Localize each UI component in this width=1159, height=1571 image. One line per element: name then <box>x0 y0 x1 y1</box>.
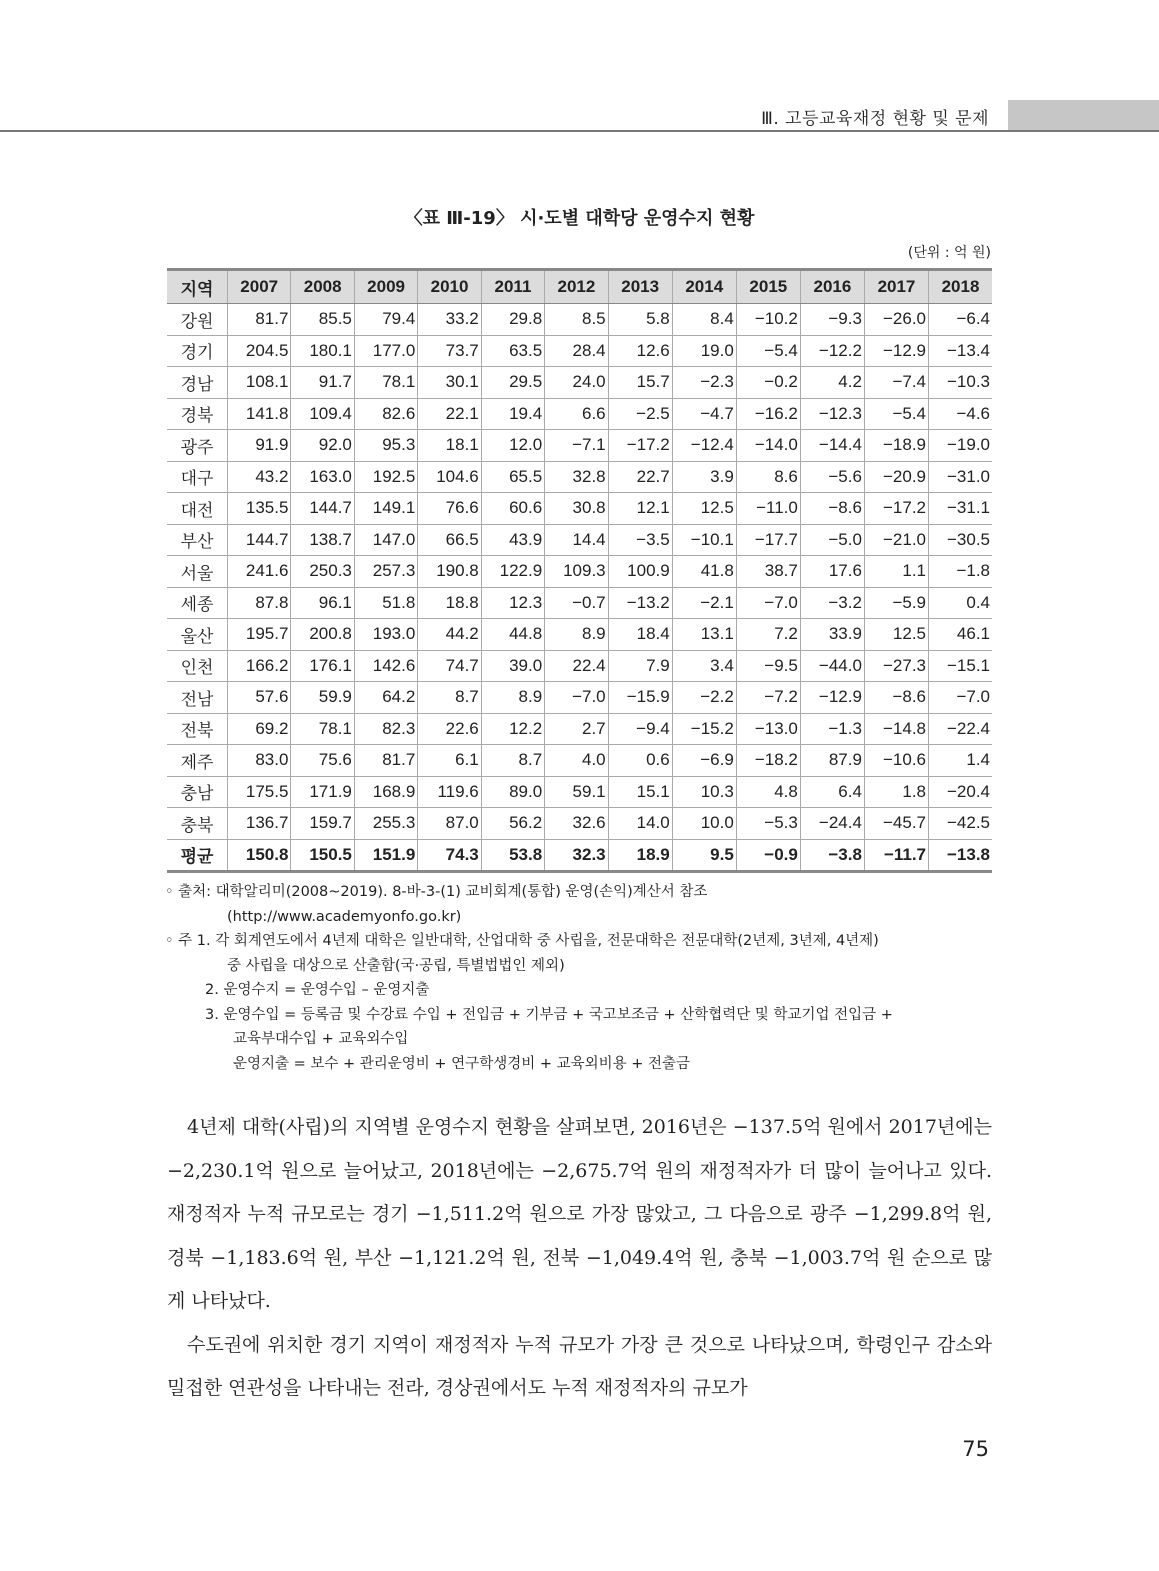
value-cell: 4.8 <box>736 776 800 808</box>
value-cell: −10.1 <box>672 524 736 556</box>
value-cell: 73.7 <box>418 335 481 367</box>
column-header: 2009 <box>354 270 417 304</box>
value-cell: 53.8 <box>481 839 544 872</box>
region-cell: 광주 <box>167 430 228 462</box>
value-cell: 78.1 <box>291 713 354 745</box>
value-cell: 22.6 <box>418 713 481 745</box>
value-cell: 147.0 <box>354 524 417 556</box>
value-cell: −3.8 <box>800 839 864 872</box>
value-cell: 166.2 <box>228 650 291 682</box>
column-header: 2013 <box>608 270 672 304</box>
value-cell: −27.3 <box>864 650 928 682</box>
column-header: 2014 <box>672 270 736 304</box>
value-cell: 46.1 <box>929 619 992 651</box>
operating-balance-table <box>167 268 992 873</box>
value-cell: −45.7 <box>864 808 928 840</box>
value-cell: 43.2 <box>228 461 291 493</box>
value-cell: 22.7 <box>608 461 672 493</box>
value-cell: −5.6 <box>800 461 864 493</box>
value-cell: 6.1 <box>418 745 481 777</box>
value-cell: 142.6 <box>354 650 417 682</box>
value-cell: 60.6 <box>481 493 544 525</box>
value-cell: 82.3 <box>354 713 417 745</box>
value-cell: −5.4 <box>736 335 800 367</box>
table-notes <box>165 880 995 1076</box>
value-cell: 81.7 <box>354 745 417 777</box>
value-cell: 30.8 <box>545 493 608 525</box>
value-cell: 44.8 <box>481 619 544 651</box>
value-cell: −3.5 <box>608 524 672 556</box>
value-cell: −13.4 <box>929 335 992 367</box>
note-3-expense: 운영지출 = 보수 + 관리운영비 + 연구학생경비 + 교육외비용 + 전출금 <box>233 1055 691 1072</box>
value-cell: 32.6 <box>545 808 608 840</box>
chapter-header: Ⅲ. 고등교육재정 현황 및 문제 <box>761 109 989 129</box>
value-cell: 38.7 <box>736 556 800 588</box>
column-header: 2018 <box>929 270 992 304</box>
value-cell: −17.2 <box>608 430 672 462</box>
note-1-cont: 중 사립을 대상으로 산출함(국·공립, 특별법법인 제외) <box>227 957 565 974</box>
table-row <box>167 650 992 682</box>
value-cell: 22.4 <box>545 650 608 682</box>
value-cell: 8.9 <box>545 619 608 651</box>
value-cell: 168.9 <box>354 776 417 808</box>
value-cell: 163.0 <box>291 461 354 493</box>
value-cell: −4.7 <box>672 398 736 430</box>
value-cell: 108.1 <box>228 367 291 399</box>
value-cell: −31.0 <box>929 461 992 493</box>
value-cell: 3.9 <box>672 461 736 493</box>
value-cell: −9.3 <box>800 304 864 336</box>
value-cell: 12.6 <box>608 335 672 367</box>
value-cell: 18.1 <box>418 430 481 462</box>
value-cell: 3.4 <box>672 650 736 682</box>
value-cell: −8.6 <box>800 493 864 525</box>
value-cell: −9.5 <box>736 650 800 682</box>
table-row <box>167 367 992 399</box>
value-cell: 119.6 <box>418 776 481 808</box>
value-cell: 39.0 <box>481 650 544 682</box>
value-cell: 92.0 <box>291 430 354 462</box>
value-cell: 63.5 <box>481 335 544 367</box>
value-cell: 29.8 <box>481 304 544 336</box>
value-cell: 75.6 <box>291 745 354 777</box>
value-cell: 1.8 <box>864 776 928 808</box>
value-cell: −8.6 <box>864 682 928 714</box>
value-cell: 96.1 <box>291 587 354 619</box>
value-cell: 8.5 <box>545 304 608 336</box>
column-header: 2010 <box>418 270 481 304</box>
average-row <box>167 839 992 872</box>
value-cell: −16.2 <box>736 398 800 430</box>
value-cell: −9.4 <box>608 713 672 745</box>
value-cell: 109.3 <box>545 556 608 588</box>
value-cell: −7.4 <box>864 367 928 399</box>
value-cell: 28.4 <box>545 335 608 367</box>
header-divider <box>0 130 1159 132</box>
value-cell: −2.3 <box>672 367 736 399</box>
value-cell: 12.2 <box>481 713 544 745</box>
value-cell: 175.5 <box>228 776 291 808</box>
value-cell: 4.2 <box>800 367 864 399</box>
value-cell: 0.6 <box>608 745 672 777</box>
value-cell: 8.7 <box>481 745 544 777</box>
value-cell: 8.6 <box>736 461 800 493</box>
value-cell: 14.4 <box>545 524 608 556</box>
note-source: ◦ 출처: 대학알리미(2008~2019). 8-바-3-(1) 교비회계(통합) 운영(손익)계산서 참조 <box>165 884 708 900</box>
value-cell: −10.6 <box>864 745 928 777</box>
region-cell: 전북 <box>167 713 228 745</box>
value-cell: −14.0 <box>736 430 800 462</box>
value-cell: 18.8 <box>418 587 481 619</box>
value-cell: 87.0 <box>418 808 481 840</box>
table-row <box>167 808 992 840</box>
value-cell: 85.5 <box>291 304 354 336</box>
table-unit: (단위 : 억 원) <box>907 245 991 261</box>
value-cell: 7.2 <box>736 619 800 651</box>
value-cell: −42.5 <box>929 808 992 840</box>
column-header: 2015 <box>736 270 800 304</box>
value-cell: 241.6 <box>228 556 291 588</box>
value-cell: −12.9 <box>864 335 928 367</box>
value-cell: −15.1 <box>929 650 992 682</box>
value-cell: −7.1 <box>545 430 608 462</box>
value-cell: 30.1 <box>418 367 481 399</box>
table-row <box>167 524 992 556</box>
value-cell: 81.7 <box>228 304 291 336</box>
value-cell: 6.4 <box>800 776 864 808</box>
value-cell: 65.5 <box>481 461 544 493</box>
region-cell: 전남 <box>167 682 228 714</box>
value-cell: 136.7 <box>228 808 291 840</box>
value-cell: 7.9 <box>608 650 672 682</box>
value-cell: −0.7 <box>545 587 608 619</box>
value-cell: −26.0 <box>864 304 928 336</box>
value-cell: −10.2 <box>736 304 800 336</box>
value-cell: 100.9 <box>608 556 672 588</box>
value-cell: 12.5 <box>672 493 736 525</box>
value-cell: −7.0 <box>545 682 608 714</box>
value-cell: −30.5 <box>929 524 992 556</box>
note-1: ◦ 주 1. 각 회계연도에서 4년제 대학은 일반대학, 산업대학 중 사립을, 전문대학은 전문대학(2년제, 3년제, 4년제) <box>165 933 879 949</box>
value-cell: 104.6 <box>418 461 481 493</box>
value-cell: 69.2 <box>228 713 291 745</box>
region-cell: 울산 <box>167 619 228 651</box>
value-cell: 44.2 <box>418 619 481 651</box>
note-source-url: (http://www.academyonfo.go.kr) <box>227 908 462 925</box>
value-cell: 12.3 <box>481 587 544 619</box>
value-cell: 87.8 <box>228 587 291 619</box>
value-cell: −15.9 <box>608 682 672 714</box>
value-cell: −14.4 <box>800 430 864 462</box>
table-header-row <box>167 270 992 304</box>
value-cell: 144.7 <box>291 493 354 525</box>
value-cell: 138.7 <box>291 524 354 556</box>
value-cell: 19.0 <box>672 335 736 367</box>
value-cell: −1.8 <box>929 556 992 588</box>
value-cell: 76.6 <box>418 493 481 525</box>
column-header: 지역 <box>167 270 228 304</box>
value-cell: −12.3 <box>800 398 864 430</box>
value-cell: 43.9 <box>481 524 544 556</box>
value-cell: 18.4 <box>608 619 672 651</box>
value-cell: 257.3 <box>354 556 417 588</box>
value-cell: −19.0 <box>929 430 992 462</box>
column-header: 2011 <box>481 270 544 304</box>
value-cell: 24.0 <box>545 367 608 399</box>
region-cell: 부산 <box>167 524 228 556</box>
value-cell: −6.9 <box>672 745 736 777</box>
region-cell: 대구 <box>167 461 228 493</box>
value-cell: 59.9 <box>291 682 354 714</box>
value-cell: 177.0 <box>354 335 417 367</box>
column-header: 2008 <box>291 270 354 304</box>
table-row <box>167 556 992 588</box>
value-cell: −12.9 <box>800 682 864 714</box>
value-cell: 18.9 <box>608 839 672 872</box>
value-cell: −31.1 <box>929 493 992 525</box>
value-cell: 204.5 <box>228 335 291 367</box>
value-cell: 255.3 <box>354 808 417 840</box>
region-cell: 인천 <box>167 650 228 682</box>
column-header: 2016 <box>800 270 864 304</box>
value-cell: 19.4 <box>481 398 544 430</box>
value-cell: 135.5 <box>228 493 291 525</box>
table-row <box>167 619 992 651</box>
value-cell: 109.4 <box>291 398 354 430</box>
value-cell: −13.8 <box>929 839 992 872</box>
paragraph: 4년제 대학(사립)의 지역별 운영수지 현황을 살펴보면, 2016년은 −137.5억 원에서 2017년에는 −2,230.1억 원으로 늘어났고, 2018년에는 −2,675.7억 원의 재정적자가 더 많이 늘어나고 있다. 재정적자 누적 규모로는 경기 −1,511.2억 원으로 가장 많았고, 그 다음으로 광주 −1,299.8억 원, 경북 −1,183.6억 원, 부산 −1,121.2억 원, 전북 −1,049.4억 원, 충북 −1,003.7억 원 순으로 많게 나타났다. <box>167 1116 992 1312</box>
value-cell: 91.9 <box>228 430 291 462</box>
body-text <box>167 1106 992 1411</box>
page-number: 75 <box>962 1437 989 1461</box>
value-cell: 1.4 <box>929 745 992 777</box>
value-cell: 195.7 <box>228 619 291 651</box>
value-cell: 79.4 <box>354 304 417 336</box>
value-cell: 74.7 <box>418 650 481 682</box>
value-cell: 29.5 <box>481 367 544 399</box>
value-cell: 15.7 <box>608 367 672 399</box>
value-cell: −44.0 <box>800 650 864 682</box>
value-cell: 59.1 <box>545 776 608 808</box>
value-cell: 87.9 <box>800 745 864 777</box>
table-row <box>167 430 992 462</box>
value-cell: −11.7 <box>864 839 928 872</box>
region-cell: 대전 <box>167 493 228 525</box>
value-cell: 171.9 <box>291 776 354 808</box>
value-cell: 15.1 <box>608 776 672 808</box>
value-cell: 151.9 <box>354 839 417 872</box>
value-cell: 180.1 <box>291 335 354 367</box>
paragraph: 수도권에 위치한 경기 지역이 재정적자 누적 규모가 가장 큰 것으로 나타났으며, 학령인구 감소와 밀접한 연관성을 나타내는 전라, 경상권에서도 누적 재정적자의 규모가 <box>167 1333 992 1399</box>
value-cell: 192.5 <box>354 461 417 493</box>
value-cell: 82.6 <box>354 398 417 430</box>
region-cell: 세종 <box>167 587 228 619</box>
region-cell: 충남 <box>167 776 228 808</box>
value-cell: −14.8 <box>864 713 928 745</box>
region-cell: 경남 <box>167 367 228 399</box>
region-cell: 강원 <box>167 304 228 336</box>
value-cell: 41.8 <box>672 556 736 588</box>
value-cell: 12.5 <box>864 619 928 651</box>
value-cell: 13.1 <box>672 619 736 651</box>
table-row <box>167 713 992 745</box>
value-cell: −17.7 <box>736 524 800 556</box>
value-cell: 95.3 <box>354 430 417 462</box>
value-cell: −13.2 <box>608 587 672 619</box>
value-cell: −22.4 <box>929 713 992 745</box>
value-cell: −18.9 <box>864 430 928 462</box>
value-cell: −4.6 <box>929 398 992 430</box>
value-cell: 14.0 <box>608 808 672 840</box>
value-cell: 66.5 <box>418 524 481 556</box>
value-cell: −12.2 <box>800 335 864 367</box>
table-row <box>167 745 992 777</box>
value-cell: 250.3 <box>291 556 354 588</box>
value-cell: −1.3 <box>800 713 864 745</box>
value-cell: −5.3 <box>736 808 800 840</box>
value-cell: −7.0 <box>736 587 800 619</box>
region-cell: 평균 <box>167 839 228 872</box>
table-row <box>167 304 992 336</box>
region-cell: 서울 <box>167 556 228 588</box>
value-cell: −10.3 <box>929 367 992 399</box>
value-cell: 78.1 <box>354 367 417 399</box>
column-header: 2007 <box>228 270 291 304</box>
value-cell: 8.9 <box>481 682 544 714</box>
value-cell: 150.5 <box>291 839 354 872</box>
header-tab-decoration <box>1008 100 1159 131</box>
value-cell: 32.3 <box>545 839 608 872</box>
value-cell: −2.2 <box>672 682 736 714</box>
value-cell: 89.0 <box>481 776 544 808</box>
value-cell: −18.2 <box>736 745 800 777</box>
value-cell: 83.0 <box>228 745 291 777</box>
table-row <box>167 493 992 525</box>
value-cell: −21.0 <box>864 524 928 556</box>
value-cell: 10.0 <box>672 808 736 840</box>
table-title: 〈표 Ⅲ-19〉 시·도별 대학당 운영수지 현황 <box>404 208 755 229</box>
value-cell: −0.9 <box>736 839 800 872</box>
value-cell: 200.8 <box>291 619 354 651</box>
value-cell: −5.4 <box>864 398 928 430</box>
value-cell: 144.7 <box>228 524 291 556</box>
value-cell: 56.2 <box>481 808 544 840</box>
value-cell: −5.0 <box>800 524 864 556</box>
column-header: 2017 <box>864 270 928 304</box>
value-cell: −3.2 <box>800 587 864 619</box>
value-cell: 176.1 <box>291 650 354 682</box>
value-cell: 33.9 <box>800 619 864 651</box>
table-row <box>167 682 992 714</box>
value-cell: 17.6 <box>800 556 864 588</box>
value-cell: 8.7 <box>418 682 481 714</box>
value-cell: 2.7 <box>545 713 608 745</box>
column-header: 2012 <box>545 270 608 304</box>
value-cell: −24.4 <box>800 808 864 840</box>
table-row <box>167 335 992 367</box>
value-cell: −11.0 <box>736 493 800 525</box>
note-3-cont: 교육부대수입 + 교육외수입 <box>233 1031 409 1047</box>
value-cell: 1.1 <box>864 556 928 588</box>
table-row <box>167 587 992 619</box>
value-cell: −12.4 <box>672 430 736 462</box>
value-cell: 12.1 <box>608 493 672 525</box>
value-cell: −20.4 <box>929 776 992 808</box>
value-cell: 6.6 <box>545 398 608 430</box>
value-cell: 57.6 <box>228 682 291 714</box>
value-cell: 190.8 <box>418 556 481 588</box>
value-cell: 159.7 <box>291 808 354 840</box>
value-cell: 4.0 <box>545 745 608 777</box>
region-cell: 경기 <box>167 335 228 367</box>
value-cell: 0.4 <box>929 587 992 619</box>
value-cell: 12.0 <box>481 430 544 462</box>
value-cell: 64.2 <box>354 682 417 714</box>
value-cell: −6.4 <box>929 304 992 336</box>
table-row <box>167 776 992 808</box>
value-cell: −0.2 <box>736 367 800 399</box>
value-cell: 33.2 <box>418 304 481 336</box>
value-cell: 9.5 <box>672 839 736 872</box>
value-cell: −7.0 <box>929 682 992 714</box>
region-cell: 경북 <box>167 398 228 430</box>
value-cell: −15.2 <box>672 713 736 745</box>
value-cell: −7.2 <box>736 682 800 714</box>
table-row <box>167 398 992 430</box>
value-cell: −2.5 <box>608 398 672 430</box>
value-cell: 149.1 <box>354 493 417 525</box>
value-cell: 5.8 <box>608 304 672 336</box>
value-cell: 8.4 <box>672 304 736 336</box>
value-cell: 74.3 <box>418 839 481 872</box>
value-cell: −17.2 <box>864 493 928 525</box>
value-cell: 91.7 <box>291 367 354 399</box>
value-cell: 150.8 <box>228 839 291 872</box>
value-cell: −5.9 <box>864 587 928 619</box>
value-cell: 51.8 <box>354 587 417 619</box>
note-3: 3. 운영수입 = 등록금 및 수강료 수입 + 전입금 + 기부금 + 국고보조금 + 산학협력단 및 학교기업 전입금 + <box>205 1006 893 1023</box>
value-cell: −20.9 <box>864 461 928 493</box>
value-cell: 193.0 <box>354 619 417 651</box>
value-cell: −2.1 <box>672 587 736 619</box>
note-2: 2. 운영수지 = 운영수입 – 운영지출 <box>205 982 430 998</box>
value-cell: 10.3 <box>672 776 736 808</box>
value-cell: 122.9 <box>481 556 544 588</box>
value-cell: −13.0 <box>736 713 800 745</box>
region-cell: 충북 <box>167 808 228 840</box>
region-cell: 제주 <box>167 745 228 777</box>
value-cell: 32.8 <box>545 461 608 493</box>
value-cell: 22.1 <box>418 398 481 430</box>
value-cell: 141.8 <box>228 398 291 430</box>
table-row <box>167 461 992 493</box>
